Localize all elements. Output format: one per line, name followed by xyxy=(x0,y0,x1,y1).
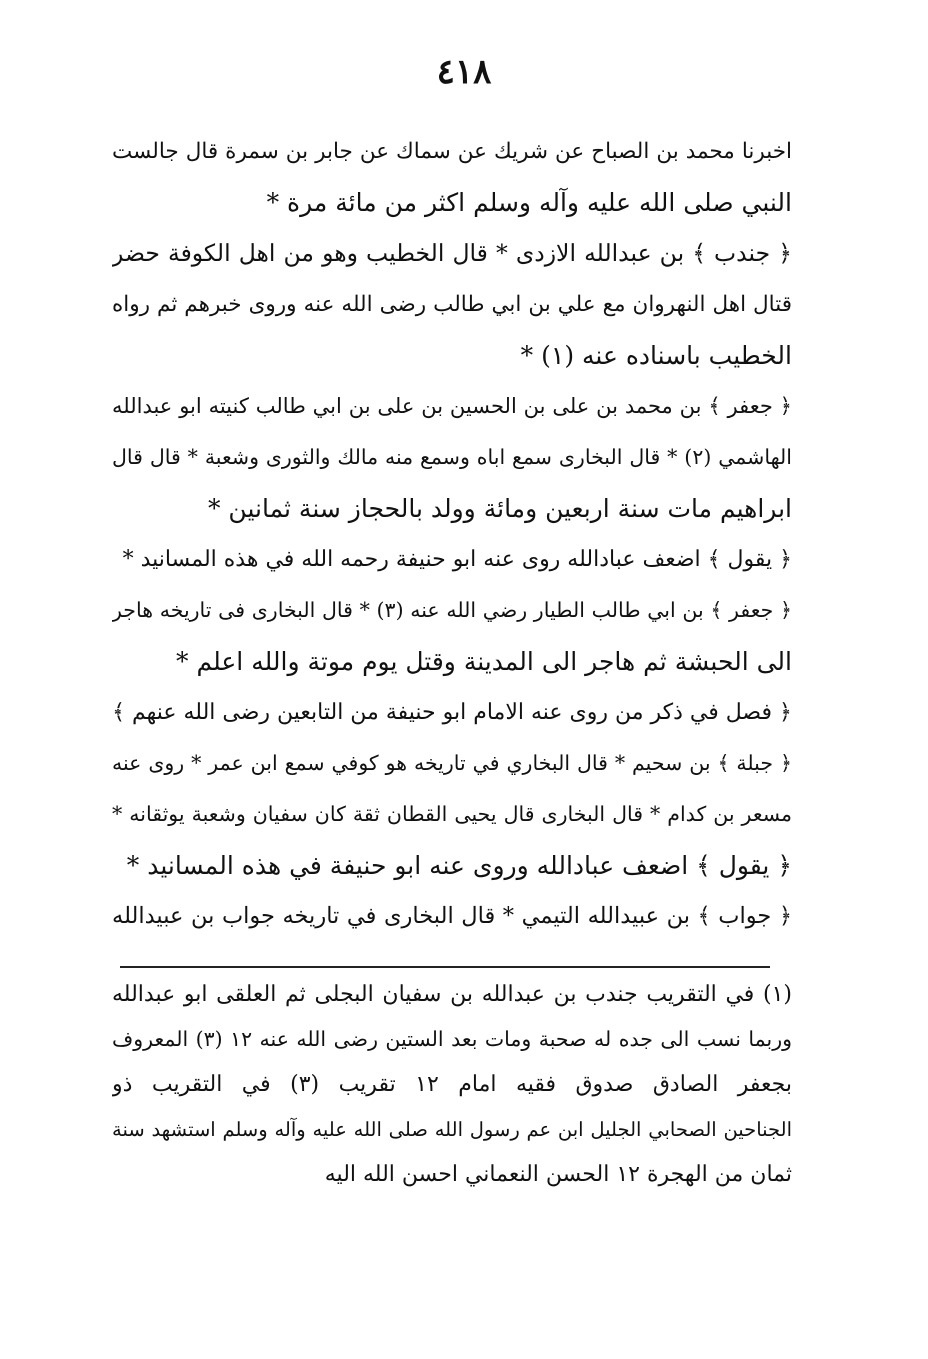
entry-jafar-sadiq: ﴿ جعفر ﴾ بن محمد بن على بن الحسين بن على بن ابي طالب كنيته ابو عبدالله xyxy=(112,394,792,418)
footnote-line: وربما نسب الى جده له صحبة ومات بعد الستين رضى الله عنه ١٢ (٣) المعروف xyxy=(112,1027,792,1051)
entry-jafar-tayyar: ﴿ جعفر ﴾ بن ابي طالب الطيار رضي الله عنه (٣) * قال البخارى فى تاريخه هاجر xyxy=(112,598,792,622)
entry-jawab: ﴿ جواب ﴾ بن عبيدالله التيمي * قال البخارى في تاريخه جواب بن عبيدالله xyxy=(112,903,792,929)
text-line: اخبرنا محمد بن الصباح عن شريك عن سماك عن جابر بن سمرة قال جالست xyxy=(112,139,792,164)
text-line: الخطيب باسناده عنه (١) * xyxy=(520,341,792,370)
footnote-divider xyxy=(120,966,770,968)
footnote-line: (١) في التقريب جندب بن عبدالله بن سفيان البجلى ثم العلقى ابو عبدالله xyxy=(112,982,792,1007)
text-line: قتال اهل النهروان مع علي بن ابي طالب رضى الله عنه وروى خبرهم ثم رواه xyxy=(112,292,792,317)
entry-jabala: ﴿ جبلة ﴾ بن سحيم * قال البخاري في تاريخه هو كوفي سمع ابن عمر * روى عنه xyxy=(112,751,792,775)
author-remark: ﴿ يقول ﴾ اضعف عبادالله روى عنه ابو حنيفة رحمه الله في هذه المسانيد * xyxy=(122,547,792,572)
page-number: ٤١٨ xyxy=(436,52,492,92)
footnote-line: الجناحين الصحابي الجليل ابن عم رسول الله صلى الله عليه وآله وسلم استشهد سنة xyxy=(112,1118,792,1141)
text-line: الهاشمي (٢) * قال البخارى سمع اباه وسمع منه مالك والثورى وشعبة * قال قال xyxy=(112,445,792,469)
text-line: النبي صلى الله عليه وآله وسلم اكثر من مائة مرة * xyxy=(266,188,792,217)
author-remark: ﴿ يقول ﴾ اضعف عبادالله وروى عنه ابو حنيفة في هذه المسانيد * xyxy=(126,851,792,880)
text-line: مسعر بن كدام * قال البخارى قال يحيى القطان ثقة كان سفيان وشعبة يوثقانه * xyxy=(112,802,792,826)
section-heading: ﴿ فصل في ذكر من روى عنه الامام ابو حنيفة من التابعين رضى الله عنهم ﴾ xyxy=(112,700,792,725)
main-text xyxy=(112,126,792,942)
text-line: ابراهيم مات سنة اربعين ومائة وولد بالحجاز سنة ثمانين * xyxy=(207,494,792,523)
footnotes xyxy=(112,972,792,1197)
entry-jundab: ﴿ جندب ﴾ بن عبدالله الازدى * قال الخطيب وهو من اهل الكوفة حضر xyxy=(112,239,792,267)
footnote-line: بجعفر الصادق صدوق فقيه امام ١٢ تقريب (٣) في التقريب ذو xyxy=(112,1072,792,1097)
footnote-line: ثمان من الهجرة ١٢ الحسن النعماني احسن الله اليه xyxy=(324,1162,792,1187)
text-line: الى الحبشة ثم هاجر الى المدينة وقتل يوم موتة والله اعلم * xyxy=(176,647,792,676)
